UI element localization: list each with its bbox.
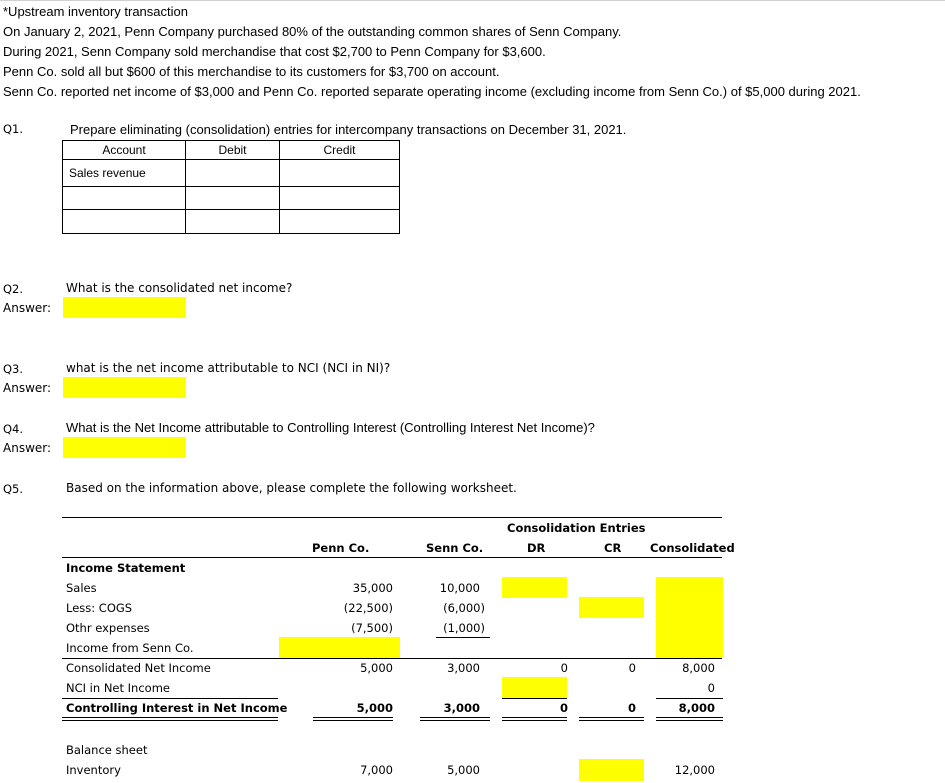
ws-double-rule-dr-b	[502, 720, 567, 721]
ws-consolidated-block-field[interactable]	[656, 577, 723, 658]
ws-other-penn: (7,500)	[351, 621, 393, 635]
q1-row2-credit[interactable]	[280, 187, 400, 210]
worksheet-top-rule	[62, 517, 722, 518]
q2-answer-field[interactable]	[63, 297, 186, 318]
ws-cni-consolidated: 8,000	[682, 661, 715, 675]
q5-question: Based on the information above, please complete the following worksheet.	[66, 481, 517, 495]
ws-col-dr: DR	[527, 541, 546, 555]
q1-row2-account[interactable]	[63, 187, 186, 210]
ws-col-cr: CR	[604, 541, 622, 555]
ws-double-rule-dr-a	[502, 717, 567, 718]
ws-cogs-cr-field[interactable]	[579, 597, 644, 618]
q4-number: Q4.	[3, 422, 24, 436]
ws-double-rule-cr-b	[579, 720, 644, 721]
q1-journal-table	[62, 140, 400, 234]
ws-cni-senn: 3,000	[447, 661, 480, 675]
ws-sales-dr-field[interactable]	[502, 577, 567, 598]
ws-inventory-senn: 5,000	[447, 763, 480, 777]
ws-inventory-consolidated: 12,000	[674, 763, 715, 777]
q4-answer-label: Answer:	[3, 441, 52, 455]
ws-double-rule-cons-a	[656, 717, 723, 718]
ws-cogs-penn: (22,500)	[343, 601, 393, 615]
ws-double-rule-b	[62, 720, 278, 721]
ws-cni-dr: 0	[560, 661, 568, 675]
q1-row3-credit[interactable]	[280, 210, 400, 234]
q1-row3-debit[interactable]	[186, 210, 280, 234]
ws-double-rule-penn-a	[313, 717, 393, 718]
ws-ci-penn: 5,000	[356, 701, 393, 715]
q1-row	[63, 210, 400, 234]
ws-income-from-senn-label: Income from Senn Co.	[66, 641, 194, 655]
intro-line-4: Senn Co. reported net income of $3,000 and Penn Co. reported separate operating income (excluding income from Senn Co.) of $5,000 during 2021.	[3, 84, 861, 99]
ws-nci-dr-field[interactable]	[502, 677, 567, 698]
q2-number: Q2.	[3, 282, 24, 296]
ws-ni-rule	[62, 658, 722, 659]
q1-row1-credit[interactable]	[280, 160, 400, 187]
q1-header-credit: Credit	[280, 141, 400, 160]
q1-row3-account[interactable]	[63, 210, 186, 234]
ws-other-label: Othr expenses	[66, 621, 150, 635]
top-border	[0, 0, 945, 1]
ws-inventory-label: Inventory	[66, 763, 121, 777]
q1-header-debit: Debit	[186, 141, 280, 160]
q1-row	[63, 187, 400, 210]
ws-ci-rule-consolidated	[656, 698, 723, 699]
ws-double-rule-a	[62, 717, 278, 718]
q3-answer-field[interactable]	[63, 377, 186, 398]
ws-group-header: Consolidation Entries	[507, 521, 646, 535]
ws-col-senn: Senn Co.	[426, 541, 484, 555]
ws-double-rule-cr-a	[579, 717, 644, 718]
q2-answer-label: Answer:	[3, 301, 52, 315]
q4-question: What is the Net Income attributable to Controlling Interest (Controlling Interest Net Income)?	[66, 420, 595, 435]
ws-income-statement-label: Income Statement	[66, 561, 186, 575]
q3-number: Q3.	[3, 362, 24, 376]
ws-senn-subtotal-rule	[436, 637, 490, 638]
worksheet-header-rule	[62, 557, 722, 558]
ws-ci-dr: 0	[559, 701, 568, 715]
ws-cogs-senn: (6,000)	[443, 601, 485, 615]
ws-sales-senn: 10,000	[439, 581, 480, 595]
ws-double-rule-senn-a	[420, 717, 490, 718]
intro-line-2: During 2021, Senn Company sold merchandise that cost $2,700 to Penn Company for $3,600.	[3, 44, 546, 59]
q1-row2-debit[interactable]	[186, 187, 280, 210]
ws-ci-senn: 3,000	[443, 701, 480, 715]
ws-double-rule-senn-b	[420, 720, 490, 721]
ws-cni-label: Consolidated Net Income	[66, 661, 211, 675]
ws-cni-penn: 5,000	[360, 661, 393, 675]
q4-answer-field[interactable]	[63, 437, 186, 458]
q1-number: Q1.	[3, 122, 24, 136]
ws-other-senn: (1,000)	[443, 621, 485, 635]
q1-question: Prepare eliminating (consolidation) entries for intercompany transactions on December 31, 2021.	[70, 122, 627, 137]
q1-header-row	[63, 141, 400, 160]
q1-row	[63, 160, 400, 187]
q1-row1-debit[interactable]	[186, 160, 280, 187]
q1-header-account: Account	[63, 141, 186, 160]
ws-nci-consolidated: 0	[707, 681, 715, 695]
q3-answer-label: Answer:	[3, 381, 52, 395]
q1-row1-account[interactable]: Sales revenue	[63, 160, 186, 187]
ws-double-rule-cons-b	[656, 720, 723, 721]
intro-line-1: On January 2, 2021, Penn Company purchased 80% of the outstanding common shares of Senn Company.	[3, 24, 622, 39]
ws-col-penn: Penn Co.	[312, 541, 370, 555]
ws-nci-label: NCI in Net Income	[66, 681, 170, 695]
intro-title: *Upstream inventory transaction	[3, 4, 188, 19]
ws-balance-sheet-label: Balance sheet	[66, 743, 148, 757]
ws-sales-label: Sales	[66, 581, 97, 595]
ws-inventory-penn: 7,000	[360, 763, 393, 777]
ws-ci-rule-dr	[502, 698, 567, 699]
ws-cni-cr: 0	[628, 661, 636, 675]
q2-question: What is the consolidated net income?	[66, 281, 293, 295]
ws-ci-cr: 0	[627, 701, 636, 715]
ws-double-rule-penn-b	[313, 720, 393, 721]
ws-income-from-senn-penn-field[interactable]	[279, 637, 400, 658]
q3-question: what is the net income attributable to NCI (NCI in NI)?	[66, 361, 391, 375]
ws-ci-label: Controlling Interest in Net Income	[66, 701, 288, 715]
ws-ci-consolidated: 8,000	[678, 701, 715, 715]
ws-col-consolidated: Consolidated	[650, 541, 735, 555]
q5-number: Q5.	[3, 482, 24, 496]
ws-ci-rule-label	[62, 698, 278, 699]
ws-cogs-label: Less: COGS	[66, 601, 133, 615]
ws-sales-penn: 35,000	[352, 581, 393, 595]
intro-line-3: Penn Co. sold all but $600 of this merchandise to its customers for $3,700 on account.	[3, 64, 500, 79]
